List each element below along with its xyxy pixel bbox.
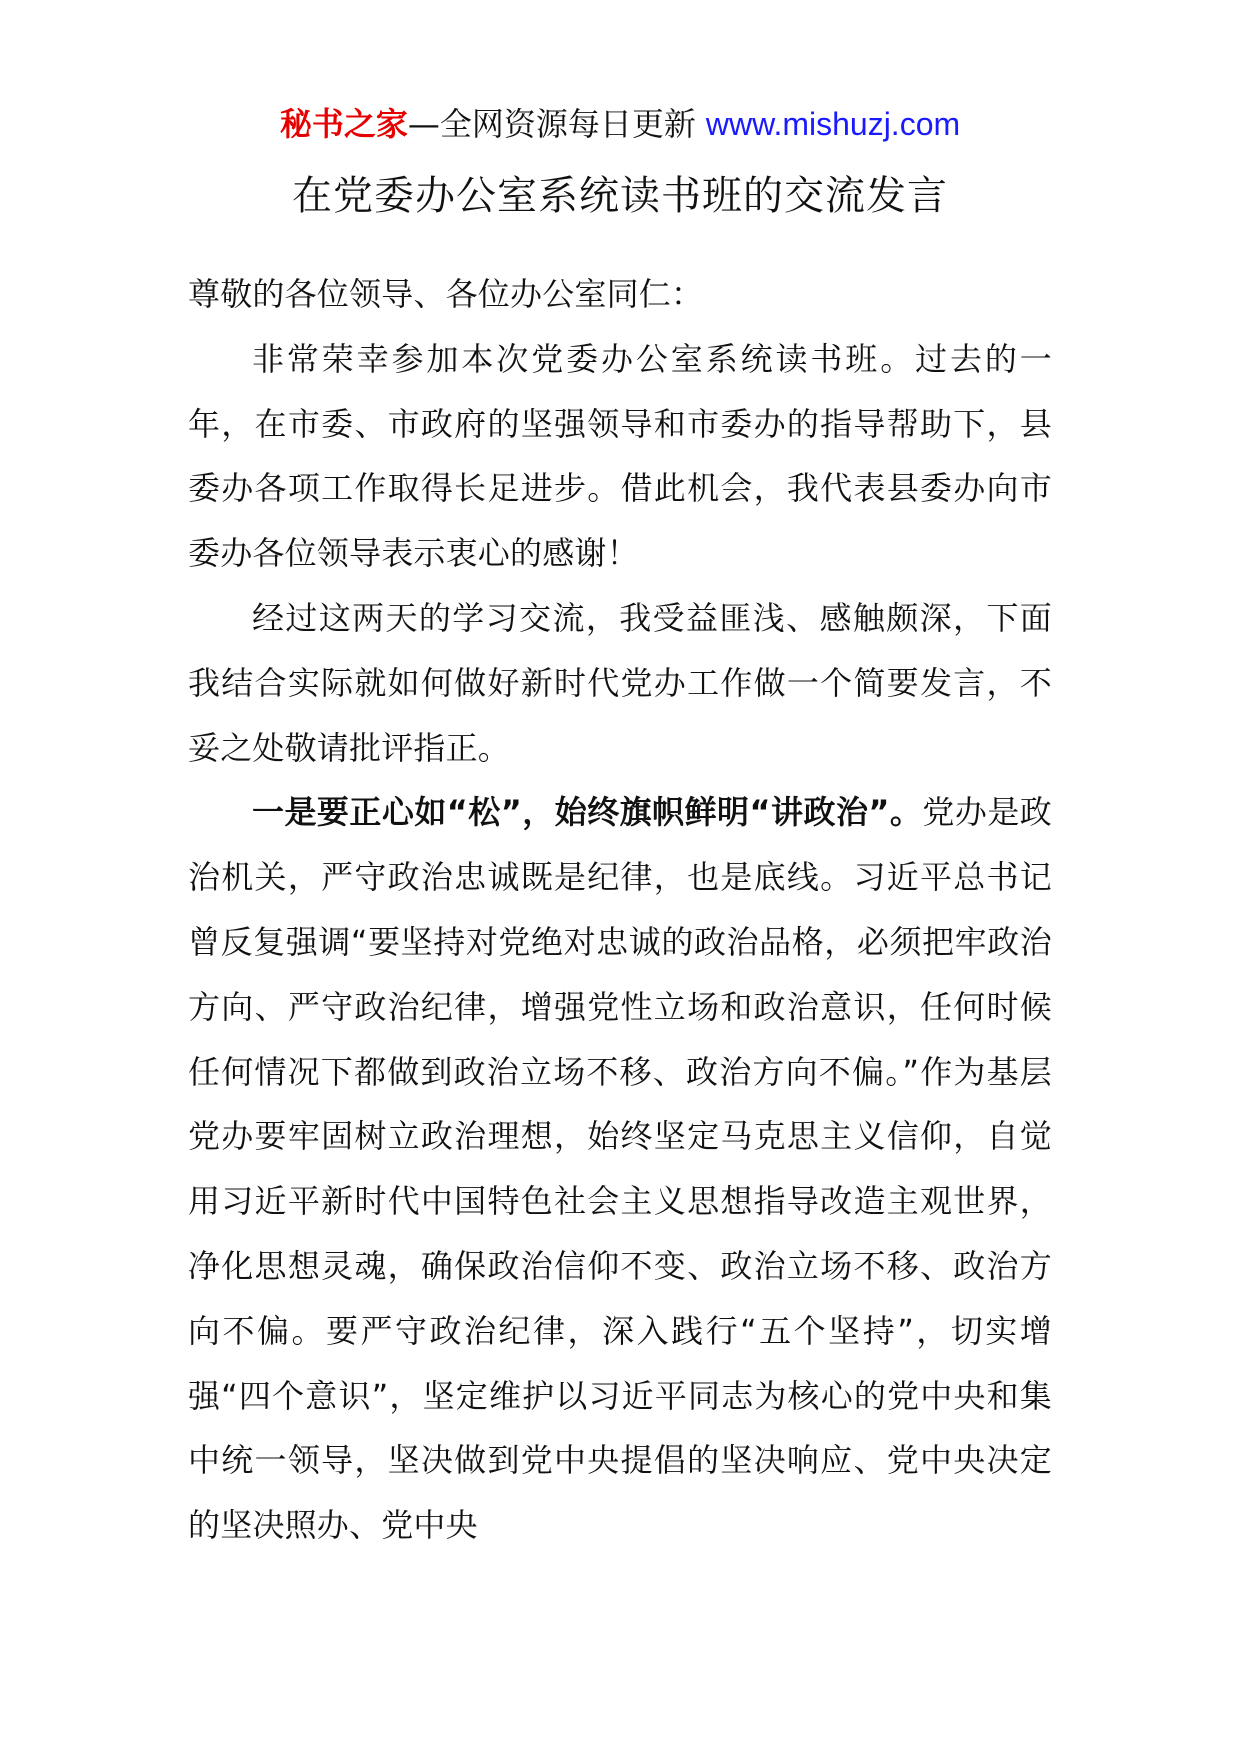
- brand-name: 秘书之家: [279, 105, 408, 143]
- paragraph-politics: [188, 780, 1052, 1558]
- document-body: [188, 262, 1052, 1558]
- paragraph-text: 党办是政治机关，严守政治忠诚既是纪律，也是底线。习近平总书记曾反复强调“要坚持对党绝对忠诚的政治品格，必须把牢政治方向、严守政治纪律，增强党性立场和政治意识，任何时候任何情况下都做到政治立场不移、政治方向不偏。”作为基层党办要牢固树立政治理想，始终坚定马克思主义信仰，自觉用习近平新时代中国特色社会主义思想指导改造主观世界，净化思想灵魂，确保政治信仰不变、政治立场不移、政治方向不偏。要严守政治纪律，深入践行“五个坚持”，切实增强“四个意识”，坚定维护以习近平同志为核心的党中央和集中统一领导，坚决做到党中央提倡的坚决响应、党中央决定的坚决照办、党中央: [188, 793, 1052, 1545]
- paragraph-heading: 一是要正心如“松”，始终旗帜鲜明“讲政治”。: [252, 793, 923, 832]
- site-url-link[interactable]: www.mishuzj.com: [705, 106, 961, 142]
- site-header: [0, 100, 1240, 148]
- paragraph-learning: 经过这两天的学习交流，我受益匪浅、感触颇深，下面我结合实际就如何做好新时代党办工作做一个简要发言，不妥之处敬请批评指正。: [188, 598, 1052, 767]
- header-tagline: —全网资源每日更新: [407, 105, 696, 143]
- paragraph-intro: 非常荣幸参加本次党委办公室系统读书班。过去的一年，在市委、市政府的坚强领导和市委办的指导帮助下，县委办各项工作取得长足进步。借此机会，我代表县委办向市委办各位领导表示衷心的感谢！: [188, 339, 1052, 573]
- document-title: 在党委办公室系统读书班的交流发言: [292, 173, 948, 219]
- salutation: 尊敬的各位领导、各位办公室同仁：: [188, 275, 704, 313]
